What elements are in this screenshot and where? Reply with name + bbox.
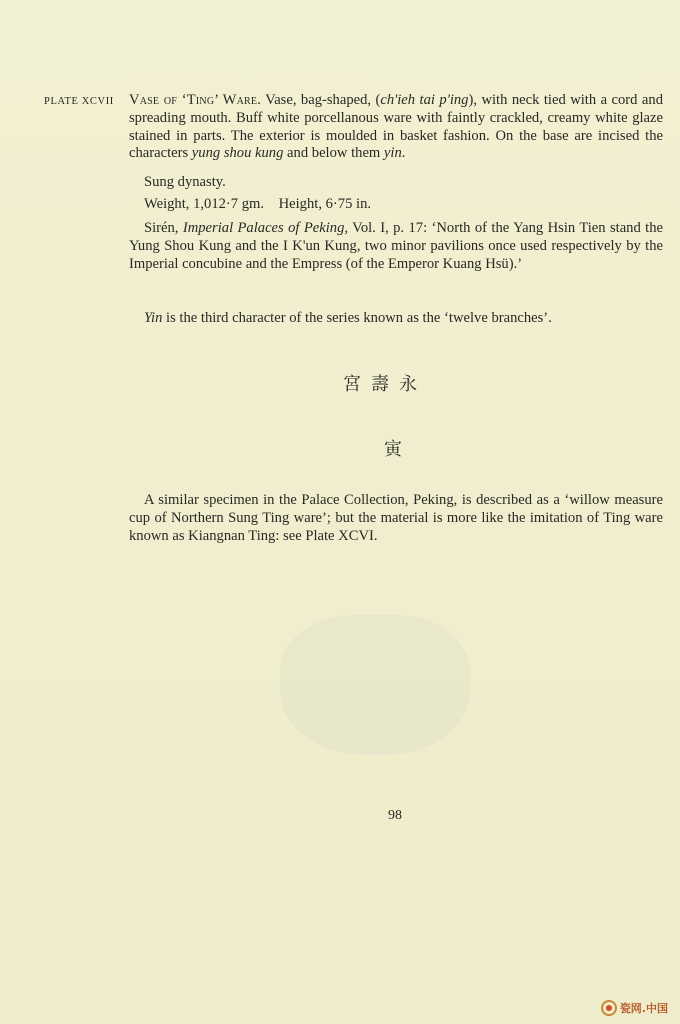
yin-note: Yin is the third character of the series known as the ‘twelve branches’.: [144, 310, 552, 326]
show-through-shadow: [280, 615, 470, 755]
page-number: 98: [388, 808, 402, 823]
similar-specimen-paragraph: A similar specimen in the Palace Collection, Peking, is described as a ‘willow measure cup of Northern Sung Ting ware’; but the material is more like the imitation of Ting ware known as Kiangnan Ting: see Plate XCVI.: [129, 492, 663, 544]
site-watermark: [601, 1000, 668, 1016]
incised-characters: yung shou kung: [191, 145, 284, 162]
watermark-logo-icon: [601, 1000, 617, 1016]
plate-label: PLATE XCVII: [44, 96, 114, 107]
dynasty-line: Sung dynasty.: [144, 174, 226, 190]
book-title: Imperial Palaces of Peking,: [182, 220, 349, 236]
watermark-text: 瓷网.中国: [619, 1002, 668, 1015]
entry-description: Vase of ‘Ting’ Ware. Vase, bag-shaped, (ch'ieh tai p'ing), with neck tied with a cord and spreading mouth. Buff white porcellanous ware with faintly crackled, creamy white glaze stained in parts. The exterior is moulded in basket fashion. On the base are incised the characters yung shou kung and below them yin.: [129, 92, 663, 162]
romanized-name: ch'ieh tai p'ing: [380, 92, 469, 108]
entry-title: Vase of ‘Ting’ Ware.: [129, 92, 262, 108]
chinese-character-yin: 寅: [384, 439, 412, 460]
siren-citation: Sirén, Imperial Palaces of Peking, Vol. I, p. 17: ‘North of the Yang Hsin Tien stand the Yung Shou Kung and the I K'un Kung, two minor pavilions once used respectively by the Imperial concubine and the Empress (of the Emperor Kuang Hsü).’: [129, 220, 663, 272]
weight-height-line: Weight, 1,012·7 gm. Height, 6·75 in.: [144, 196, 372, 212]
chinese-characters-yung-shou-kung: 宮壽永: [343, 374, 427, 395]
